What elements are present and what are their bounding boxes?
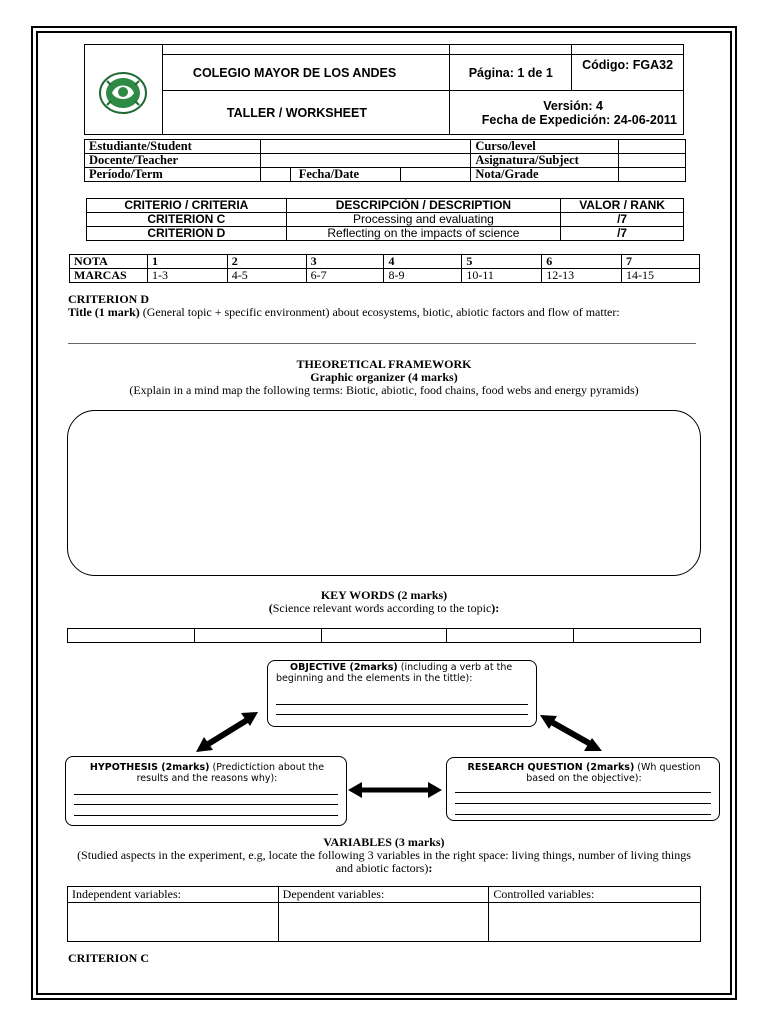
research-question-label: RESEARCH QUESTION (2marks)	[467, 762, 635, 773]
nota-label: NOTA	[70, 255, 148, 269]
document-code: Código: FGA32	[572, 55, 684, 91]
research-question-description: (Wh question based on the objective):	[526, 762, 701, 784]
criterion-d-description: Reflecting on the impacts of science	[286, 227, 561, 241]
worksheet-title: TALLER / WORKSHEET	[162, 91, 449, 135]
nota-cell: 7	[622, 255, 700, 269]
description-header: DESCRIPCIÓN / DESCRIPTION	[286, 199, 561, 213]
issue-date: Fecha de Expedición: 24-06-2011	[481, 112, 677, 127]
criterion-c-rank: /7	[561, 213, 684, 227]
marcas-label: MARCAS	[70, 269, 148, 283]
variables-heading: VARIABLES (3 marks)	[323, 835, 445, 849]
variables-instruction-text: (Studied aspects in the experiment, e.g, locate the following 3 variables in the right space: living things, number of living things and abiotic factors)	[77, 848, 691, 875]
nota-cell: 6	[542, 255, 622, 269]
criteria-header: CRITERIO / CRITERIA	[87, 199, 287, 213]
controlled-variables-field[interactable]	[489, 903, 701, 942]
page-number: Página: 1 de 1	[450, 55, 572, 91]
independent-variables-field[interactable]	[68, 903, 279, 942]
framework-subheading: Graphic organizer (4 marks)	[310, 370, 458, 384]
title-text: (General topic + specific environment) about ecosystems, biotic, abiotic factors and flow of matter:	[139, 305, 620, 319]
dependent-variables-header: Dependent variables:	[278, 887, 489, 903]
date-label: Fecha/Date	[290, 168, 400, 182]
student-label: Estudiante/Student	[85, 140, 261, 154]
framework-instruction: (Explain in a mind map the following terms: Biotic, abiotic, food chains, food webs and energy pyramids)	[129, 383, 639, 397]
marcas-cell: 4-5	[227, 269, 306, 283]
variables-instruction-colon: :	[428, 861, 433, 875]
teacher-label: Docente/Teacher	[85, 154, 261, 168]
subject-label: Asignatura/Subject	[471, 154, 619, 168]
criterion-c-heading: CRITERION C	[68, 951, 150, 965]
criterion-d-heading: CRITERION D	[68, 292, 150, 306]
variables-table	[67, 886, 701, 942]
marcas-cell: 6-7	[306, 269, 384, 283]
criterion-c-name: CRITERION C	[87, 213, 287, 227]
grade-label: Nota/Grade	[471, 168, 619, 182]
marcas-cell: 14-15	[622, 269, 700, 283]
nota-cell: 4	[384, 255, 462, 269]
variables-instruction	[72, 849, 696, 875]
rank-header: VALOR / RANK	[561, 199, 684, 213]
criterion-c-description: Processing and evaluating	[286, 213, 561, 227]
independent-variables-header: Independent variables:	[68, 887, 279, 903]
marcas-cell: 8-9	[384, 269, 462, 283]
controlled-variables-header: Controlled variables:	[489, 887, 701, 903]
keywords-instruction-text: Science relevant words according to the topic	[272, 601, 492, 615]
framework-heading: THEORETICAL FRAMEWORK	[296, 357, 472, 371]
nota-cell: 2	[227, 255, 306, 269]
double-arrow-icon	[348, 782, 442, 798]
nota-cell: 3	[306, 255, 384, 269]
double-arrow-icon	[540, 715, 602, 751]
criterion-d-name: CRITERION D	[87, 227, 287, 241]
hypothesis-label: HYPOTHESIS (2marks)	[89, 762, 210, 773]
period-label: Período/Term	[85, 168, 261, 182]
course-label: Curso/level	[471, 140, 619, 154]
marcas-cell: 12-13	[542, 269, 622, 283]
criterion-d-rank: /7	[561, 227, 684, 241]
keywords-close-paren: ):	[491, 601, 500, 615]
double-arrow-icon	[196, 712, 258, 752]
nota-cell: 5	[462, 255, 542, 269]
version-label: Versión: 4	[543, 98, 603, 113]
keywords-open-paren: (	[268, 601, 273, 615]
marcas-cell: 10-11	[462, 269, 542, 283]
objective-label: OBJECTIVE (2marks)	[290, 662, 398, 673]
school-name: COLEGIO MAYOR DE LOS ANDES	[162, 55, 449, 91]
nota-cell: 1	[147, 255, 227, 269]
hypothesis-description: (Predictiction about the results and the reasons why):	[136, 762, 325, 784]
keywords-heading: KEY WORDS (2 marks)	[320, 588, 448, 602]
objective-description: (including a verb at the beginning and the elements in the tittle):	[276, 662, 513, 684]
marcas-cell: 1-3	[147, 269, 227, 283]
title-label: Title (1 mark)	[68, 305, 140, 319]
dependent-variables-field[interactable]	[278, 903, 489, 942]
